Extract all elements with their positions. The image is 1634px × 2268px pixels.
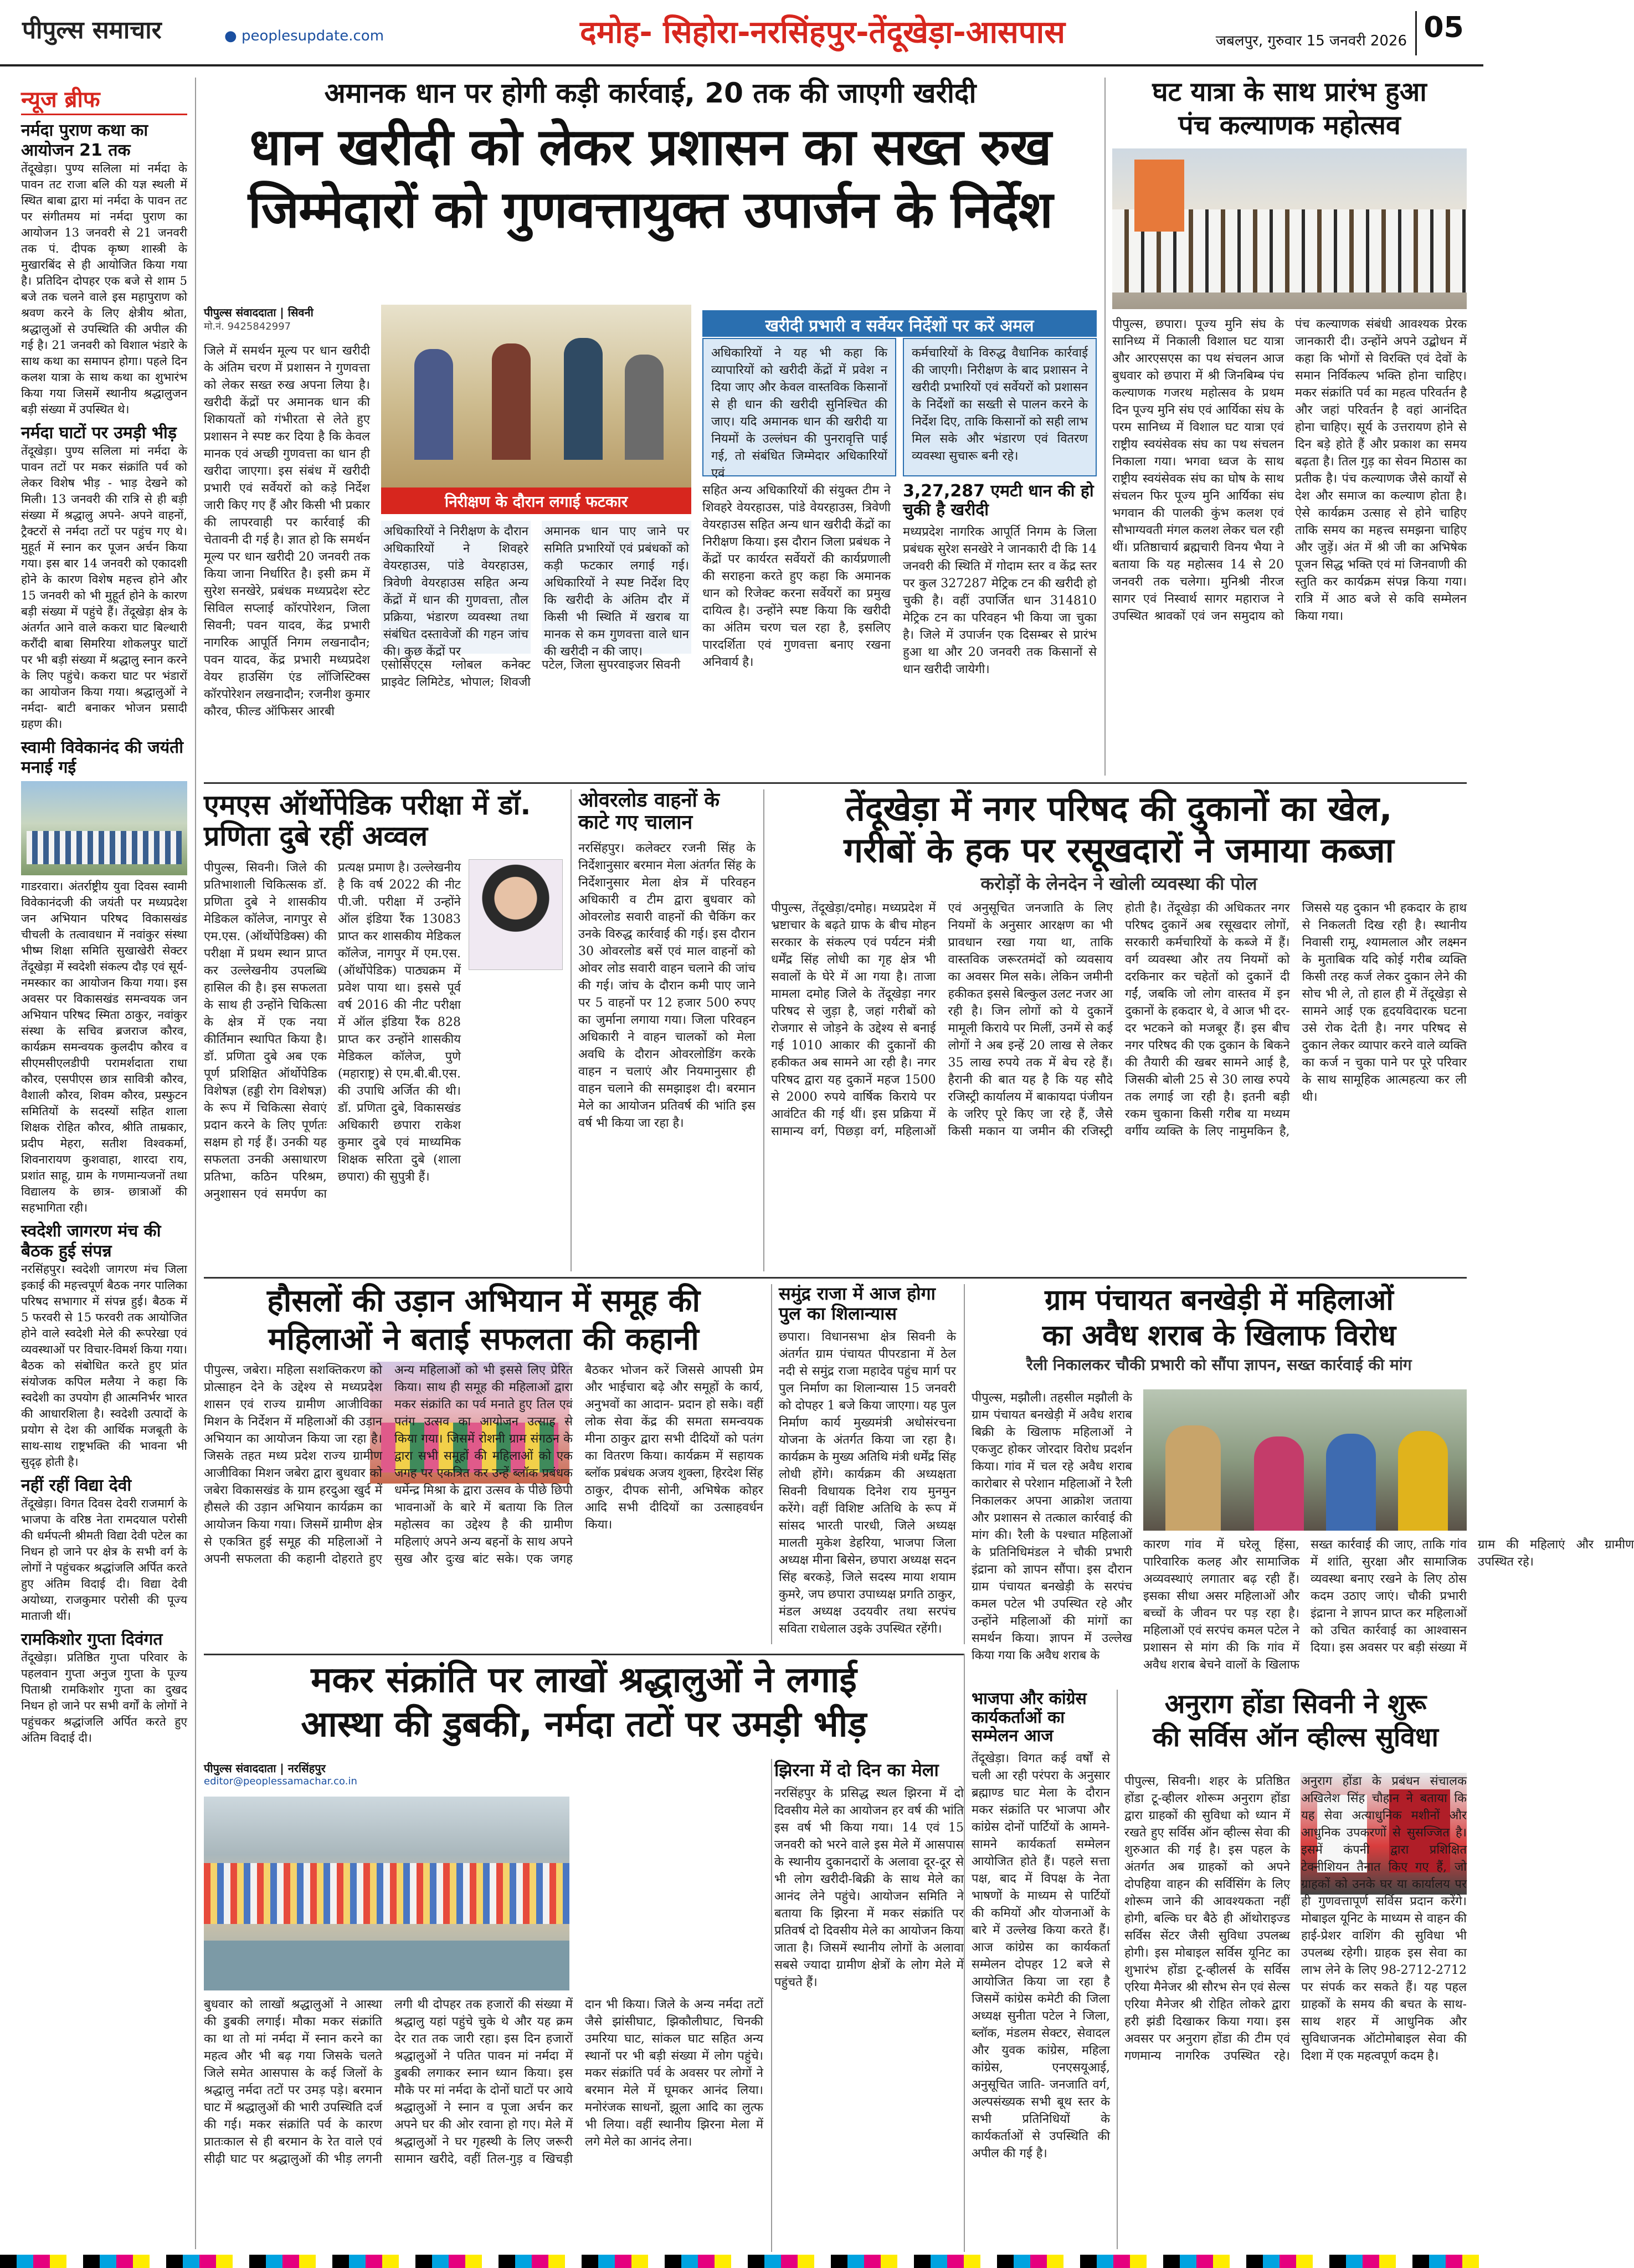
masthead	[0, 0, 1483, 66]
ortho-story	[204, 789, 563, 1271]
makar-story	[204, 1661, 964, 2254]
gram-text-1: पीपुल्स, मझौली। तहसील मझौली के ग्राम पंचायत बनखेड़ी में अवैध शराब बिक्री के खिलाफ महिलाओं ने एकजुट होकर जोरदार विरोध प्रदर्शन किया। गांव में चल रहे अवैध शराब कारोबार से परेशान महिलाओं ने रैली निकालकर अपना आक्रोश जताया और प्रशासन से तत्काल कार्रवाई की मांग की। रैली के पश्चात महिलाओं के प्रतिनिधिमंडल ने चौकी प्रभारी इंद्राना को ज्ञापन सौंपा। इस दौरान ग्राम पंचायत बनखेड़ी के सरपंच कमल पटेल भी उपस्थित रहे और उन्होंने महिलाओं की मांगों का समर्थन किया। ज्ञापन में उल्लेख किया गया कि अवैध शराब के	[972, 1391, 1132, 1662]
region-title: दमोह- सिहोरा-नरसिंहपुर-तेंदूखेड़ा-आसपास	[580, 14, 1065, 50]
makar-email[interactable]: editor@peoplessamachar.co.in	[204, 1776, 357, 1787]
site-url[interactable]: ● peoplesupdate.com	[224, 28, 384, 44]
ghat-col-1: पीपुल्स, छपारा। पूज्य मुनि संघ के सानिध्य में निकाली विशाल घट यात्रा और आरएसएस का पथ संचलन आज बुधवार को छपारा में श्री जिनबिम्ब पंच कल्याणक गजरथ महोत्सव के प्रथम दिन पूज्य मुनि संघ एवं आर्यिका संघ के परम सानिध्य में विशाल घट यात्रा एवं राष्ट्रीय स्वयंसेवक संघ का पथ संचलन निकाला गया। भगवा ध्वज के साथ राष्ट्रीय स्वयंसेवक संघ का घोष के साथ संचलन फिर पूज्य मुनि आर्यिका संघ भगवान की पालकी कुंभ कलश एवं सौभाग्यवती मंगल कलश लेकर चल रही थीं। प्रतिष्ठाचार्य ब्रह्मचारी विनय भैया ने बताया कि यह महोत्सव 14 से 20 जनवरी तक चलेगा। मुनिश्री नीरज सागर एवं निस्वार्थ सागर महाराज ने उपस्थित श्रावकों एवं जन समुदाय को पंच कल्याणक संबंधी आवश्यक प्रेरक जानकारी दी। उन्होंने अपने उद्बोधन में कहा	[1112, 317, 1467, 623]
ghat-headline-1: घट यात्रा के साथ प्रारंभ हुआ	[1152, 76, 1427, 107]
overload-story	[578, 789, 756, 1271]
lead-box-2: अमानक धान पाए जाने पर समिति प्रभारियों एवं प्रबंधकों को कड़ी फटकार लगाई गई। अधिकारियों ने स्पष्ट निर्देश दिए कि खरीदी के अंतिम दौर में किसी भी स्थिति में खराब या मानक से कम गुणवत्ता वाले धान की खरीदी न की जाए।	[542, 521, 691, 654]
samudra-story	[779, 1284, 956, 1644]
brief-text: तेंदूखेड़ा। पुण्य सलिला मां नर्मदा के पावन तट राजा बलि की यज्ञ स्थली में स्थित बाबा द्वारा मां नर्मदा के पावन तट पर संगीतमय मां नर्मदा पुराण का आयोजन 13 जनवरी से 21 जनवरी तक पं. दीपक कृष्ण शास्त्री के मुखारबिंद से ही आयोजित किया गया है। प्रतिदिन दोपहर एक बजे से शाम 5 बजे तक चलने वाले इस महापुराण को श्रवण करने के लिए क्षेत्रीय श्रोता, श्रद्धालुओं से उपस्थिति की अपील की गई है। 21 जनवरी को विशाल भंडारे के साथ कथा का समापन होगा। पहले दिन कलश यात्रा के साथ कथा का शुभारंभ किया गया जिसमें स्थानीय श्रद्धालुजन बड़ी संख्या में उपस्थित थे।	[21, 162, 187, 416]
ghat-photo	[1112, 148, 1467, 309]
makar-byline	[204, 1761, 387, 1794]
gram-story	[972, 1284, 1634, 1683]
brief-text: नरसिंहपुर। स्वदेशी जागरण मंच जिला इकाई की महत्त्वपूर्ण बैठक नगर पालिका परिषद सभागार में संपन्न हुई। बैठक में 5 फरवरी से 15 फरवरी तक आयोजित होने वाले स्वदेशी मेले की रूपरेखा एवं व्यवस्थाओं पर विचार-विमर्श किया गया। बैठक को संबोधित करते हुए प्रांत संयोजक कपिल मलैया ने कहा कि स्वदेशी का उपयोग ही आत्मनिर्भर भारत की आधारशिला है। स्वदेशी उत्पादों के प्रयोग से देश की आर्थिक मजबूती के साथ-साथ राष्ट्रभक्ति की भावना भी सुदृढ़ होती है।	[21, 1263, 187, 1469]
gram-headline-2: का अवैध शराब के खिलाफ विरोध	[1042, 1319, 1396, 1353]
bjp-text: तेंदूखेड़ा। विगत कई वर्षों से चली आ रही परंपरा के अनुसार ब्रह्माण्ड घाट मेला के दौरान मकर संक्रांति पर भाजपा और कांग्रेस दोनों पार्टियों के आमने- सामने कार्यकर्ता सम्मेलन आयोजित होते हैं। पहले सत्ता पक्ष, बाद में विपक्ष के नेता भाषणों के माध्यम से पार्टियों की कमियों और योजनाओं के बारे में उल्लेख किया करते हैं। आज कांग्रेस का कार्यकर्ता सम्मेलन दोपहर 12 बजे से आयोजित किया जा रहा है जिसमें कांग्रेस कमेटी की जिला अध्यक्ष सुनीता पटेल ने जिला, ब्लॉक, मंडलम सेक्टर, सेवादल और युवक कांग्रेस, महिला कांग्रेस, एनएसयूआई, अनुसूचित जाति- जनजाति वर्ग, अल्पसंख्यक सभी बूथ स्तर के सभी प्रतिनिधियों के कार्यकर्ताओं से उपस्थिति की अपील की गई है।	[972, 1751, 1110, 2161]
honda-story	[1124, 1690, 1467, 2249]
lead-col-2b: एसोसिएट्स ग्लोबल कनेक्ट प्राइवेट लिमिटेड, भोपाल; शिवजी पटेल, जिला सुपरवाइजर सिवनी	[381, 658, 681, 689]
ghat-col-2: कि भोगों से विरक्ति एवं देवों के समान निर्विकल्प भक्ति होना चाहिए। मकर संक्रांति पर्व का महत्व परिवर्तन है और जहां परिवर्तन है वहां आनंदित होना चाहिए। सूर्य के उत्तरायण होने से दिन बड़े होते हैं और प्रकाश का समय बढ़ता है। तिल गुड़ का सेवन मिठास का प्रतीक है। पंच कल्याणक जैसे कार्यों से देश और समाज का कल्याण होता है। ऐसे कार्यक्रम उत्साह से होने चाहिए ताकि समय का महत्त्व समझना चाहिए और जुड़ें। अंत में श्री जी का अभिषेक पूजन सिद्ध भक्ति एवं मां जिनवाणी की स्तुति कर कार्यक्रम संपन्न किया गया। रात्रि में आठ बजे से कवि सम्मेलन किया गया।	[1295, 351, 1467, 623]
brief-heading: रामकिशोर गुप्ता दिवंगत	[21, 1630, 163, 1649]
hausla-text: पीपुल्स, जबेरा। महिला सशक्तिकरण को प्रोत्साहन देने के उद्देश्य से मध्यप्रदेश शासन एवं राज्य ग्रामीण आजीविका मिशन के निर्देशन में महिलाओं की उड़ान अभियान का आयोजन किया जा रहा है। जिसके तहत मध्य प्रदेश राज्य ग्रामीण आजीविका मिशन जबेरा द्वारा बुधवार को जबेरा विकासखंड के ग्राम हरदुआ खुर्द में हौसले की उड़ान अभियान कार्यक्रम का आयोजन किया गया। जिसमें ग्रामीण क्षेत्र से एकत्रित हुई समूह की महिलाओं ने अपनी सफलता की कहानी दोहराते हुए अन्य महिलाओं को भी इससे लिए प्रेरित किया। साथ ही समूह की महिलाओं द्वारा मकर संक्रांति का पर्व मनाते हुए तिल एवं पतंग उत्सव का आयोजन उत्साह से किया गया। जिसमें रोशनी ग्राम संगठन के द्वारा सभी समूहों की महिलाओं को एक जगह पर एकत्रित कर उन्हें ब्लॉक प्रबंधक धर्मेन्द्र मिश्रा के द्वारा उत्सव के पीछे छिपी भावनाओं के बारे में बताया कि तिल महोत्सव का उद्देश्य है की ग्रामीण महिलाएं अपने अन्य बहनों के साथ अपने सुख और दुःख बांट सके। एक जगह बैठकर भोजन करें जिससे आपसी प्रेम और भाईचारा बढ़े और समूहों के कार्य, अनुभवों का आदान- प्रदान हो सके। वहीं लोक सेवा केंद्र की समता समन्वयक मीना ठाकुर द्वारा सभी दीदियों को पतंग का वितरण किया। कार्यक्रम में सहायक ब्लॉक प्रबंधक अजय शुक्ला, हिरदेश सिंह ठाकुर, दीपक सोनी, अभिषेक कोहर आदि सभी दीदियों का उत्साहवर्धन किया।	[204, 1363, 763, 1566]
page-number: 05	[1415, 11, 1471, 55]
brief-text: गाडरवारा। अंतर्राष्ट्रीय युवा दिवस स्वामी विवेकानंदजी की जयंती पर मध्यप्रदेश जन अभियान परिषद विकासखंड चीचली के तत्वावधान में नवांकुर संस्था भीष्म शिक्षा समिति सुखाखेरी सेक्टर तेंदूखेड़ा में स्वदेशी संकल्प दौड़ एवं सूर्य- नमस्कार का आयोजन किया गया। इस अवसर पर विकासखंड समन्वयक जन अभियान परिषद स्मिता ठाकुर, नवांकुर संस्था के सचिव ब्रजराज कौरव, कार्यक्रम समन्वयक कुलदीप कौरव व सीएमसीएलडीपी परामर्शदाता राधा कौरव, एसपीएस छात्र सावित्री कौरव, वैशाली कौरव, शिवम कौरव, प्रस्फुटन समितियों के सदस्यों सहित शाला शिक्षक रोहित कौरव, श्रीति ताम्रकार, प्रदीप मेहरा, सतीश विश्वकर्मा, शिवनारायण कुशवाहा, शारदा राय, प्रशांत साहू, ग्राम के गणमान्यजनों तथा विद्यालय के छात्र- छात्राओं की सहभागिता रही।	[21, 880, 187, 1214]
nagar-subhead: करोड़ों के लेनदेन ने खोली व्यवस्था की पोल	[980, 873, 1257, 894]
byline-phone: मो.नं. 9425842997	[204, 321, 291, 332]
ortho-headline: एमएस ऑर्थोपेडिक परीक्षा में डॉ. प्रणिता दुबे रहीं अव्वल	[204, 789, 531, 852]
honda-text: पीपुल्स, सिवनी। शहर के प्रतिष्ठित होंडा टू-व्हीलर शोरूम अनुराग होंडा द्वारा ग्राहकों की सुविधा को ध्यान में रखते हुए सर्विस ऑन व्हील्स सेवा की शुरुआत की गई है। इस पहल के अंतर्गत अब ग्राहकों को अपने दोपहिया वाहन की सर्विसिंग के लिए शोरूम जाने की आवश्यकता नहीं होगी, बल्कि घर बैठे ही ऑथोराइज्ड सर्विस सेंटर जैसी सुविधा उपलब्ध होगी। इस मोबाइल सर्विस यूनिट का शुभारंभ होंडा टू-व्हीलर्स के सर्विस एरिया मैनेजर श्री सौरभ सेन एवं सेल्स एरिया मैनेजर श्री रोहित लोकरे द्वारा हरी झंडी दिखाकर किया गया। इस अवसर पर अनुराग होंडा की टीम एवं गणमान्य नागरिक उपस्थित रहे। अनुराग होंडा के प्रबंधन संचालक अखिलेश सिंह चौहान ने बताया कि यह सेवा अत्याधुनिक मशीनों और आधुनिक उपकरणों से सुसज्जित है। इसमें कंपनी द्वारा प्रशिक्षित टेक्नीशियन तैनात किए गए हैं, जो ग्राहकों को उनके घर या कार्यालय पर ही गुणवत्तापूर्ण सर्विस प्रदान करेंगे। मोबाइल यूनिट के माध्यम से वाहन की हाई-प्रेशर वाशिंग की सुविधा भी उपलब्ध रहेगी। ग्राहक इस सेवा का लाभ लेने के लिए 98-2712-2712 पर संपर्क कर सकते हैं। यह पहल ग्राहकों के समय की बचत के साथ-साथ शहर में आधुनिक और सुविधाजनक ऑटोमोबाइल सेवा की दिशा में एक महत्वपूर्ण कदम है।	[1124, 1774, 1467, 2063]
brand-name: पीपुल्स समाचार	[22, 16, 162, 44]
lead-col-4-text: मध्यप्रदेश नागरिक आपूर्ति निगम के जिला प्रबंधक सुरेश सनखेरे ने जानकारी दी कि 14 जनवरी की स्थिति में गोदाम स्तर व केंद्र स्तर पर कुल 327287 मेट्रिक टन की खरीदी हो चुकी है। वहीं उपार्जित धान 314810 मेट्रिक टन का परिवहन भी किया जा चुका है। जिले में उपार्जन एक दिसम्बर से प्रारंभ हुआ था और 20 जनवरी तक किसानों से धान खरीदी जायेगी।	[903, 525, 1097, 677]
brief-heading: नहीं रहीं विद्या देवी	[21, 1476, 132, 1495]
brief-item	[21, 121, 187, 418]
lead-headline-1: धान खरीदी को लेकर प्रशासन का सख्त रुख	[249, 117, 1051, 177]
gram-text-2: कारण गांव में घरेलू हिंसा, पारिवारिक कलह और सामाजिक अव्यवस्थाएं लगातार बढ़ रही हैं। इसका सीधा असर महिलाओं और बच्चों के जीवन पर पड़ रहा है। महिलाओं एवं सरपंच कमल पटेल ने प्रशासन से मांग की कि गांव में अवैध शराब बेचने वालों के खिलाफ सख्त कार्रवाई की जाए, ताकि गांव में शांति, सुरक्षा और सामाजिक व्यवस्था बनाए रखने के लिए ठोस कदम उठाए जाएं। चौकी प्रभारी इंद्राना ने ज्ञापन प्राप्त कर महिलाओं को उचित कार्रवाई का आश्वासन दिया। इस अवसर पर बड़ी संख्या में ग्राम की महिलाएं और ग्रामीण उपस्थित रहे।	[1143, 1538, 1634, 1672]
lead-kicker: अमानक धान पर होगी कड़ी कार्रवाई, 20 तक की जाएगी खरीदी	[324, 77, 977, 109]
samudra-headline: समुंद्र राजा में आज होगा पुल का शिलान्यास	[779, 1283, 936, 1324]
honda-headline-2: की सर्विस ऑन व्हील्स सुविधा	[1153, 1721, 1438, 1753]
makar-headline-1: मकर संक्रांति पर लाखों श्रद्धालुओं ने लगाई	[311, 1660, 857, 1701]
bjp-story	[972, 1690, 1110, 2249]
overload-headline: ओवरलोड वाहनों के काटे गए चालान	[578, 789, 720, 834]
honda-headline-1: अनुराग होंडा सिवनी ने शुरू	[1164, 1689, 1427, 1720]
ghat-text	[1112, 316, 1467, 803]
lead-subhead: खरीदी प्रभारी व सर्वेयर निर्देशों पर करें अमल	[702, 310, 1097, 337]
lead-story	[204, 78, 1097, 776]
makar-byline-name: पीपुल्स संवाददाता | नरसिंहपुर	[204, 1762, 326, 1775]
lead-col-4	[903, 482, 1097, 770]
lead-col-4-heading: 3,27,287 एमटी धान की हो चुकी है खरीदी	[903, 481, 1094, 520]
gram-photo	[1143, 1389, 1467, 1531]
brief-heading: स्वामी विवेकानंद की जयंती मनाई गई	[21, 738, 184, 777]
globe-icon: ●	[224, 28, 241, 44]
byline-name: पीपुल्स संवाददाता | सिवनी	[204, 306, 314, 319]
ghat-headline-2: पंच कल्याणक महोत्सव	[1178, 109, 1401, 141]
brief-item	[21, 738, 187, 1216]
brief-text: तेंदूखेड़ा। पुण्य सलिला मां नर्मदा के पावन तटों पर मकर संक्रांति पर्व को लेकर विशेष भीड़ - भाड़ देखने को मिली। 13 जनवरी की रात्रि से ही बड़ी संख्या में श्रद्धालु अपने- अपने वाहनों, ट्रैक्टरों से नर्मदा तटों पर पहुंच गए थे। मुहूर्त में स्नान कर पूजन अर्चन किया गया। इस बार 14 जनवरी को एकादशी होने के कारण विशेष महत्त्व होने और 15 जनवरी को भी मुहूर्त होने के कारण बड़ी संख्या में पहुंचे हैं। तेंदूखेड़ा क्षेत्र के अंतर्गत आने वाले ककरा घाट बिल्थारी करौंदी बाबा सिमरिया शोकलपुर घाटों पर भी बड़ी संख्या में श्रद्धालु स्नान करने के लिए पहुंचे। ककरा घाट पर भंडारों का आयोजन किया गया। श्रद्धालुओं ने नर्मदा- बाटी बनाकर भोजन प्रसादी ग्रहण की।	[21, 444, 187, 731]
yoga-photo	[21, 781, 187, 875]
brief-item	[21, 1630, 187, 1746]
hausla-headline-1: हौसलों की उड़ान अभियान में समूह की	[266, 1283, 701, 1319]
ghat-story	[1112, 78, 1467, 776]
lead-info-box-1: अधिकारियों ने यह भी कहा कि व्यापारियों को खरीदी केंद्रों में प्रवेश न दिया जाए और केवल वास्तविक किसानों से ही धान की खरीदी सुनिश्चित की जाए। यदि अमानक धान की खरीदी या नियमों के उल्लंघन की पुनरावृत्ति पाई गई, तो संबंधित जिम्मेदार अधिकारियों एवं	[702, 338, 896, 476]
news-brief-title: न्यूज ब्रीफ	[21, 83, 187, 115]
hausla-headline-2: महिलाओं ने बताई सफलता की कहानी	[268, 1321, 699, 1357]
overload-text: नरसिंहपुर। कलेक्टर रजनी सिंह के निर्देशानुसार बरमान मेला अंतर्गत सिंह के निर्देशानुसार मेला क्षेत्र में परिवहन अधिकारी व टीम द्वारा बुधवार को ओवरलोड सवारी वाहनों की चैकिंग कर उनके विरुद्ध कार्रवाई की गई। इस दौरान 30 ओवरलोड बसें एवं माल वाहनों को ओवर लोड सवारी वाहन चलाने की जांच की गई। जांच के दौरान कमी पाए जाने पर 5 वाहनों पर 12 हजार 500 रुपए का जुर्माना लगाया गया। जिला परिवहन अधिकारी ने वाहन चालकों को मेला अवधि के दौरान ओवरलोडिंग करके वाहन न चलाएं और नियमानुसार ही वाहन चलाने की समझाइश दी। बरमान मेले का आयोजन प्रतिवर्ष की भांति इस वर्ष भी किया जा रहा है।	[578, 841, 756, 1130]
nagar-headline-2: गरीबों के हक पर रसूखदारों ने जमाया कब्जा	[844, 830, 1394, 871]
ortho-text: पीपुल्स, सिवनी। जिले की प्रतिभाशाली चिकित्सक डॉ. प्रणिता दुबे ने शासकीय मेडिकल कॉलेज, नागपुर से एम.एस. (ऑर्थोपेडिक्स) की परीक्षा में प्रथम स्थान प्राप्त कर उल्लेखनीय उपलब्धि हासिल की है। इस सफलता के साथ ही उन्होंने चिकित्सा के क्षेत्र में एक नया कीर्तिमान स्थापित किया है। डॉ. प्रणिता दुबे अब एक पूर्ण प्रशिक्षित ऑर्थोपेडिक विशेषज्ञ (हड्डी रोग विशेषज्ञ) के रूप में चिकित्सा सेवाएं प्रदान करने के लिए पूर्णतः सक्षम हो गई हैं। उनकी यह सफलता उनकी असाधारण प्रतिभा, कठिन परिश्रम, अनुशासन एवं समर्पण का प्रत्यक्ष प्रमाण है। उल्लेखनीय है कि वर्ष 2022 की नीट पी.जी. परीक्षा में उन्होंने ऑल इंडिया रैंक 13083 प्राप्त कर शासकीय मेडिकल कॉलेज, नागपुर में एम.एस. (ऑर्थोपेडिक) पाठ्यक्रम में प्रवेश पाया था। इससे पूर्व वर्ष 2016 की नीट परीक्षा में ऑल इंडिया रैंक 828 प्राप्त कर उन्होंने शासकीय मेडिकल कॉलेज, पुणे (महाराष्ट्र) से एम.बी.बी.एस. की उपाधि अर्जित की थी। डॉ. प्रणिता दुबे, विकासखंड अधिकारी छपारा राकेश कुमार दुबे एवं माध्यमिक शिक्षक सरिता दुबे (शाला छपारा) की सुपुत्री हैं।	[204, 861, 461, 1201]
lead-col-1: जिले में समर्थन मूल्य पर धान खरीदी के अंतिम चरण में प्रशासन ने गुणवत्ता को लेकर सख्त रुख अपना लिया है। खरीदी केंद्रों पर अमानक धान की शिकायतों को गंभीरता से लेते हुए प्रशासन ने स्पष्ट कर दिया है कि केवल मानक एवं अच्छी गुणवत्ता का धान ही खरीदा जाएगा। इस संबंध में खरीदी प्रभारी एवं सर्वेयरों को कड़े निर्देश जारी किए गए हैं और किसी भी प्रकार की लापरवाही पर कार्रवाई की चेतावनी दी गई है। ज्ञात हो कि समर्थन मूल्य पर धान खरीदी 20 जनवरी तक किया जाना निर्धारित है। इसी क्रम में सुरेश सनखेरे, प्रबंधक मध्यप्रदेश स्टेट सिविल सप्लाई कॉरपोरेशन, जिला सिवनी; पवन यादव, केंद्र प्रभारी नागरिक आपूर्ति निगम लखनादौन; पवन यादव, केंद्र प्रभारी मध्यप्रदेश वेयर हाउसिंग एंड लॉजिस्टिक्स कॉरपोरेशन लखनादौन; रजनीश कुमार कौरव, फील्ड ऑफिसर आरबी	[204, 344, 370, 719]
brief-item	[21, 1476, 187, 1624]
lead-byline	[204, 305, 370, 338]
brief-item	[21, 1222, 187, 1470]
lead-photo-caption: निरीक्षण के दौरान लगाई फटकार	[381, 488, 691, 514]
makar-text-right	[580, 1761, 763, 1990]
news-brief-column	[21, 83, 187, 2249]
nagar-story	[771, 789, 1467, 1271]
hausla-story	[204, 1284, 763, 1644]
brief-text: तेंदूखेड़ा। विगत दिवस देवरी राजमार्ग के भाजपा के वरिष्ठ नेता रामदयाल परोसी की धर्मपत्नी श्रीमती विद्या देवी पटेल का निधन हो जाने पर क्षेत्र के सभी वर्ग के लोगों ने पहुंचकर श्रद्धांजलि अर्पित करते हुए अंतिम विदाई दी। विद्या देवी अयोध्या, राजकुमार परोसी की पूज्य माताजी थीं।	[21, 1497, 187, 1623]
brand-logo	[22, 12, 222, 51]
brief-heading: नर्मदा पुराण कथा का आयोजन 21 तक	[21, 121, 148, 160]
lead-photo	[381, 305, 691, 488]
lead-headline-2: जिम्मेदारों को गुणवत्तायुक्त उपार्जन के निर्देश	[248, 180, 1053, 240]
makar-headline-2: आस्था की डुबकी, नर्मदा तटों पर उमड़ी भीड़	[301, 1703, 867, 1745]
makar-text: बुधवार को लाखों श्रद्धालुओं ने आस्था की डुबकी लगाई। मौका मकर संक्रांति का था तो मां नर्मदा में स्नान करने का महत्व और भी बढ़ गया जिसके चलते जिले समेत आसपास के कई जिलों के श्रद्धालु नर्मदा तटों पर उमड़ पड़े। बरमान घाट में श्रद्धालुओं की भारी उपस्थिति दर्ज की गई। मकर संक्रांति पर्व के कारण प्रातःकाल से ही बरमान के रेत वाले एवं सीढ़ी घाट पर श्रद्धालुओं की भीड़ लगनी लगी थी दोपहर तक हजारों की संख्या में श्रद्धालु यहां पहुंचे चुके थे और यह क्रम देर रात तक जारी रहा। इस दिन हजारों श्रद्धालुओं ने पतित पावन मां नर्मदा में डुबकी लगाकर स्नान ध्यान किया। इस मौके पर मां नर्मदा के दोनों घाटों पर आये श्रद्धालुओं ने स्नान व पूजा अर्चन कर अपने घर की ओर रवाना हो गए। मेले में श्रद्धालुओं ने घर गृहस्थी के लिए जरूरी सामान खरीदे, वहीं तिल-गुड़ व खिचड़ी दान भी किया। जिले के अन्य नर्मदा तटों जैसे झांसीघाट, झिकौलीघाट, चिनकी उमरिया घाट, सांकल घाट सहित अन्य स्थानों पर भी बड़ी संख्या में लोग पहुंचे। मकर संक्रांति पर्व के अवसर पर लोगों ने बरमान मेले में घूमकर आनंद लिया। मनोरंजक साधनों, झूला आदि का लुत्फ भी लिया। वहीं स्थानीय झिरना मेला में लगे मेले का आनंद लेना।	[204, 1998, 763, 2166]
lead-info-box-2: कर्मचारियों के विरुद्ध वैधानिक कार्रवाई की जाएगी। निरीक्षण के बाद प्रशासन ने खरीदी प्रभारियों एवं सर्वेयरों को प्रशासन के निर्देशों का सख्ती से पालन करने के निर्देश दिए, ताकि किसानों को सही लाभ मिल सके और भंडारण एवं वितरण व्यवस्था सुचारू बनी रहे।	[903, 338, 1097, 476]
jhirna-heading: झिरना में दो दिन का मेला	[774, 1759, 939, 1780]
brief-text: तेंदूखेड़ा। प्रतिष्ठित गुप्ता परिवार के पहलवान गुप्ता अनुज गुप्ता के पूज्य पिताश्री रामकिशोर गुप्ता का दुखद निधन हो जाने पर सभी वर्गों के लोगों ने पहुंचकर श्रद्धांजलि अर्पित करते हुए अंतिम विदाई दी।	[21, 1651, 187, 1744]
makar-photo	[204, 1797, 569, 1990]
issue-date: जबलपुर, गुरुवार 15 जनवरी 2026	[1215, 33, 1407, 49]
lead-box-1: अधिकारियों ने निरीक्षण के दौरान अधिकारियों ने शिवहरे वेयरहाउस, पांडे वेयरहाउस, त्रिवेणी वेयरहाउस सहित अन्य केंद्रों में धान की गुणवत्ता, तौल प्रक्रिया, भंडारण व्यवस्था तथा संबंधित दस्तावेजों की गहन जांच की। कुछ केंद्रों पर	[381, 521, 531, 654]
lead-col-3: सहित अन्य अधिकारियों की संयुक्त टीम ने शिवहरे वेयरहाउस, पांडे वेयरहाउस, त्रिवेणी वेयरहाउस सहित अन्य धान खरीदी केंद्रों का निरीक्षण किया। इस दौरान जिला प्रबंधक ने केंद्रों पर कार्यरत सर्वेयरों की कार्यप्रणाली की सराहना करते हुए कहा कि अमानक धान को रिजेक्ट करना सर्वेयरों का प्रमुख दायित्व है। उन्होंने स्पष्ट किया कि खरीदी का अंतिम चरण चल रहा है, इसलिए पारदर्शिता एवं गुणवत्ता बनाए रखना अनिवार्य है।	[702, 484, 891, 669]
brief-item	[21, 423, 187, 732]
jhirna-section	[774, 1761, 964, 2251]
gram-subhead: रैली निकालकर चौकी प्रभारी को सौंपा ज्ञापन, सख्त कार्रवाई की मांग	[1026, 1356, 1412, 1374]
brief-heading: स्वदेशी जागरण मंच की बैठक हुई संपन्न	[21, 1222, 161, 1261]
jhirna-text: नरसिंहपुर के प्रसिद्ध स्थल झिरना में दो दिवसीय मेले का आयोजन हर वर्ष की भांति इस वर्ष भी किया गया। 14 एवं 15 जनवरी को भरने वाले इस मेले में आसपास के स्थानीय दुकानदारों के अलावा दूर-दूर से भी लोग खरीदी-बिक्री के साथ मेले का आनंद लेने पहुंचे। आयोजन समिति ने बताया कि झिरना में मकर संक्रांति पर प्रतिवर्ष दो दिवसीय मेले का आयोजन किया जाता है। जिसमें स्थानीय लोगों के अलावा सबसे ज्यादा ग्रामीण क्षेत्रों के लोग मेले में पहुंचते हैं।	[774, 1786, 964, 1989]
doctor-photo	[469, 859, 563, 970]
samudra-text: छपारा। विधानसभा क्षेत्र सिवनी के अंतर्गत ग्राम पंचायत पीपरडाना में ठेल नदी से समुंद्र राजा महादेव पहुंच मार्ग पर पुल निर्माण का शिलान्यास 15 जनवरी को दोपहर 1 बजे किया जाएगा। यह पुल निर्माण कार्य मुख्यमंत्री अधोसंरचना योजना के अंतर्गत किया जा रहा है। कार्यक्रम के मुख्य अतिथि मंत्री धर्मेंद्र सिंह लोधी होंगे। कार्यक्रम की अध्यक्षता सिवनी विधायक दिनेश राय मुनमुन करेंगे। वहीं विशिष्ट अतिथि के रूप में सांसद भारती पारधी, जिले अध्यक्ष मालती मुकेश डेहरिया, भाजपा जिला अध्यक्ष मीना बिसेन, छपारा अध्यक्ष सदन सिंह बरकड़े, जिले सदस्य माया शयाम कुमरे, जप छपारा उपाध्यक्ष प्रगति ठाकुर, मंडल अध्यक्ष उदयवीर तथा सरपंच सविता राधेलाल उइके उपस्थित रहेंगी।	[779, 1330, 956, 1636]
nagar-headline-1: तेंदूखेड़ा में नगर परिषद की दुकानों का खेल,	[845, 788, 1393, 829]
print-registration-bar	[0, 2255, 1483, 2268]
nagar-text: पीपुल्स, तेंदूखेड़ा/दमोह। मध्यप्रदेश में भ्रष्टाचार के बढ़ते ग्राफ के बीच मोहन सरकार के संकल्प एवं पर्यटन मंत्री धर्मेंद्र सिंह लोधी का गृह क्षेत्र भी सवालों के घेरे में आ गया है। ताजा मामला दमोह जिले के तेंदूखेड़ा नगर परिषद से जुड़ा है, जहां गरीबों को रोजगार से जोड़ने के उद्देश्य से बनाई गई 1010 आकार की दुकानों की हकीकत अब सामने आ रही है। नगर परिषद द्वारा यह दुकानें महज 1500 से 2000 रुपये वार्षिक किराये पर आवंटित की गई थीं। इस प्रक्रिया में सामान्य वर्ग, पिछड़ा वर्ग, महिलाओं एवं अनुसूचित जनजाति के लिए नियमों के अनुसार आरक्षण का भी प्रावधान रखा गया था, ताकि वास्तविक जरूरतमंदों को व्यवसाय का अवसर मिल सके। लेकिन जमीनी हकीकत इससे बिल्कुल उलट नजर आ रही है। जिन लोगों को ये दुकानें मामूली किराये पर मिलीं, उनमें से कई लोगों ने अब इन्हें 20 लाख से लेकर 35 लाख रुपये तक में बेच रहे हैं। हैरानी की बात यह है कि यह सौदे रजिस्ट्री कार्यालय में बाकायदा पंजीयन के जरिए पूरे किए जा रहे हैं, जैसे किसी मकान या जमीन की रजिस्ट्री होती है। तेंदूखेड़ा की अधिकतर नगर परिषद दुकानें अब रसूखदार लोगों, सरकारी कर्मचारियों के कब्जे में हैं। वर्ग व्यवस्था और तय नियमों को दरकिनार कर चहेतों को दुकानें दी गईं, जबकि जो लोग वास्तव में इन दुकानों के हकदार थे, वे आज भी दर-दर भटकने को मजबूर हैं। इस बीच नगर परिषद की एक दुकान के बिकने की तैयारी की खबर सामने आई है, जिसकी बोली 25 से 30 लाख रुपये तक लगाई जा रही है। इतनी बड़ी रकम चुकाना किसी गरीब या मध्यम वर्गीय व्यक्ति के लिए नामुमकिन है, जिससे यह दुकान भी हकदार के हाथ से निकलती दिख रही है। स्थानीय निवासी रामू, श्यामलाल और लक्ष्मन के मुताबिक यदि कोई गरीब व्यक्ति किसी तरह कर्ज लेकर दुकान लेने की सोच भी ले, तो हाल ही में तेंदूखेड़ा से सामने आई एक हृदयविदारक घटना उसे रोक देती है। नगर परिषद से दुकान लेकर व्यापार करने वाले व्यक्ति का कर्ज न चुका पाने पर पूरे परिवार के साथ सामूहिक आत्महत्या कर ली थी।	[771, 901, 1467, 1138]
gram-headline-1: ग्राम पंचायत बनखेड़ी में महिलाओं	[1045, 1284, 1394, 1317]
brief-heading: नर्मदा घाटों पर उमड़ी भीड़	[21, 423, 177, 443]
bjp-headline: भाजपा और कांग्रेस कार्यकर्ताओं का सम्मेलन आज	[972, 1689, 1087, 1746]
